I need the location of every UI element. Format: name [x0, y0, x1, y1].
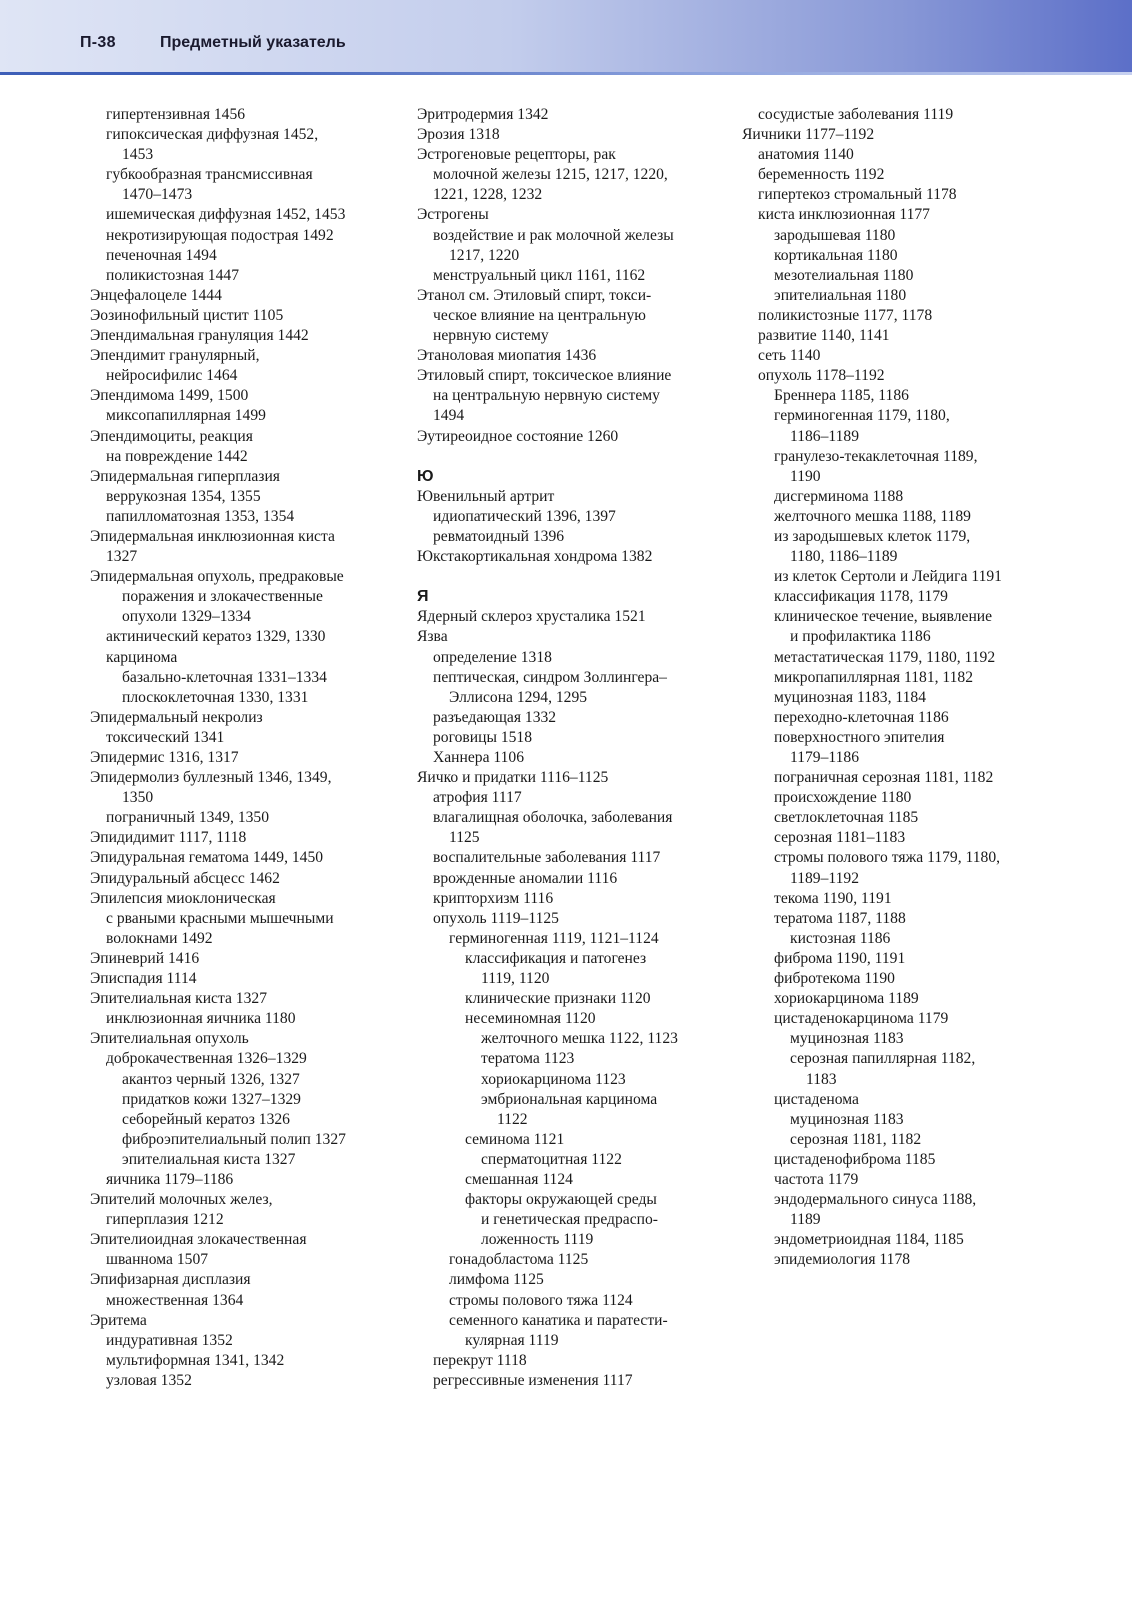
index-subterm: Эллисона 1294, 1295: [449, 688, 588, 706]
index-subterm: 1125: [449, 829, 480, 847]
index-subterm: карцинома: [106, 648, 178, 666]
index-subterm: придатков кожи 1327–1329: [122, 1090, 301, 1108]
index-term: Эпидуральная гематома 1449, 1450: [90, 849, 324, 867]
index-subterm: ревматоидный 1396: [433, 527, 565, 545]
index-subterm: тератома 1123: [481, 1050, 575, 1068]
index-term: Яичко и придатки 1116–1125: [417, 769, 609, 787]
index-subterm: несеминомная 1120: [465, 1010, 596, 1028]
index-term: Эпендимит гранулярный,: [90, 347, 260, 365]
index-subterm: беременность 1192: [758, 166, 885, 184]
index-term: Яичники 1177–1192: [742, 126, 875, 144]
section-gap: [417, 447, 733, 467]
index-subterm: акантоз черный 1326, 1327: [122, 1070, 300, 1088]
index-subterm: микропапиллярная 1181, 1182: [774, 668, 974, 686]
index-subterm: 1453: [122, 146, 154, 164]
index-subterm: стромы полового тяжа 1124: [449, 1291, 633, 1309]
index-term: Эпителиальная опухоль: [90, 1030, 249, 1048]
index-column-2: [417, 105, 733, 1391]
index-subterm: переходно-клеточная 1186: [774, 708, 949, 726]
index-subterm: крипторхизм 1116: [433, 889, 554, 907]
index-term: Эпендимоциты, реакция: [90, 427, 253, 445]
index-subterm: поликистозные 1177, 1178: [758, 306, 933, 324]
page-title: Предметный указатель: [160, 34, 346, 51]
index-subterm: развитие 1140, 1141: [758, 327, 890, 345]
index-subterm: губкообразная трансмиссивная: [106, 166, 313, 184]
index-subterm: муцинозная 1183: [790, 1110, 904, 1128]
index-subterm: 1494: [433, 407, 465, 425]
section-letter-heading: Ю: [417, 467, 434, 485]
index-term: Эозинофильный цистит 1105: [90, 306, 284, 324]
index-subterm: инклюзионная яичника 1180: [106, 1010, 296, 1028]
index-term: Эпидермальная гиперплазия: [90, 467, 280, 485]
index-subterm: нервную систему: [433, 327, 549, 345]
index-subterm: токсический 1341: [106, 728, 225, 746]
index-subterm: пограничная серозная 1181, 1182: [774, 769, 994, 787]
index-term: Этиловый спирт, токсическое влияние: [417, 367, 672, 385]
index-subterm: семенного канатика и паратести-: [449, 1311, 668, 1329]
index-subterm: кортикальная 1180: [774, 246, 898, 264]
index-subterm: эмбриональная карцинома: [481, 1090, 658, 1108]
index-subterm: опухоль 1119–1125: [433, 909, 559, 927]
index-subterm: цистаденокарцинома 1179: [774, 1010, 949, 1028]
index-column-3: [742, 105, 1072, 1270]
index-subterm: клинические признаки 1120: [465, 990, 651, 1008]
index-term: Эпилепсия миоклоническая: [90, 889, 276, 907]
index-subterm: эпителиальная киста 1327: [122, 1150, 296, 1168]
index-subterm: волокнами 1492: [106, 929, 213, 947]
index-subterm: семинома 1121: [465, 1130, 565, 1148]
index-subterm: гипертекоз стромальный 1178: [758, 186, 957, 204]
index-subterm: опухоль 1178–1192: [758, 367, 885, 385]
index-subterm: желточного мешка 1122, 1123: [481, 1030, 678, 1048]
index-term: Эпифизарная дисплазия: [90, 1271, 251, 1289]
index-subterm: эндометриоидная 1184, 1185: [774, 1231, 964, 1249]
index-subterm: классификация 1178, 1179: [774, 588, 948, 606]
index-subterm: фиброэпителиальный полип 1327: [122, 1130, 346, 1148]
index-term: Эритродермия 1342: [417, 106, 549, 123]
index-subterm: гиперплазия 1212: [106, 1211, 224, 1229]
index-term: Эстрогены: [417, 206, 489, 224]
index-subterm: стромы полового тяжа 1179, 1180,: [774, 849, 1001, 867]
index-subterm: поверхностного эпителия: [774, 728, 945, 746]
index-subterm: 1327: [106, 548, 138, 566]
index-subterm: муцинозная 1183, 1184: [774, 688, 927, 706]
index-subterm: серозная 1181, 1182: [790, 1130, 922, 1148]
index-subterm: и генетическая предраспо-: [481, 1211, 658, 1229]
index-subterm: актинический кератоз 1329, 1330: [106, 628, 326, 646]
index-term: Эписпадия 1114: [90, 970, 197, 988]
index-subterm: цистаденома: [774, 1090, 859, 1108]
index-subterm: фиброма 1190, 1191: [774, 949, 906, 967]
page-number: П-38: [80, 34, 116, 51]
index-term: Эстрогеновые рецепторы, рак: [417, 146, 616, 164]
index-subterm: шваннома 1507: [106, 1251, 209, 1269]
index-subterm: смешанная 1124: [465, 1170, 573, 1188]
index-term: Этанол см. Этиловый спирт, токси-: [417, 286, 652, 304]
header-rule: [0, 72, 1132, 75]
index-subterm: перекрут 1118: [433, 1351, 527, 1369]
index-subterm: папилломатозная 1353, 1354: [106, 507, 295, 525]
index-term: Эпителиальная киста 1327: [90, 990, 267, 1008]
index-subterm: из клеток Сертоли и Лейдига 1191: [774, 568, 1002, 586]
index-subterm: светлоклеточная 1185: [774, 809, 919, 827]
index-subterm: разъедающая 1332: [433, 708, 557, 726]
index-subterm: мезотелиальная 1180: [774, 266, 914, 284]
index-subterm: сперматоцитная 1122: [481, 1150, 622, 1168]
index-term: Этаноловая миопатия 1436: [417, 347, 597, 365]
index-subterm: на центральную нервную систему: [433, 387, 660, 405]
index-term: Эпидермальная опухоль, предраковые: [90, 568, 344, 586]
index-subterm: фибротекома 1190: [774, 970, 895, 988]
index-subterm: хориокарцинома 1189: [774, 990, 919, 1008]
index-subterm: цистаденофиброма 1185: [774, 1150, 936, 1168]
index-subterm: сеть 1140: [758, 347, 821, 365]
index-subterm: серозная 1181–1183: [774, 829, 906, 847]
index-subterm: эпителиальная 1180: [774, 286, 907, 304]
index-subterm: ческое влияние на центральную: [433, 306, 646, 324]
index-subterm: множественная 1364: [106, 1291, 244, 1309]
index-term: Ювенильный артрит: [417, 487, 555, 505]
index-subterm: гипоксическая диффузная 1452,: [106, 126, 319, 144]
index-term: Эпендимома 1499, 1500: [90, 387, 249, 405]
index-term: Эпендимальная грануляция 1442: [90, 327, 309, 345]
index-subterm: яичника 1179–1186: [106, 1170, 234, 1188]
index-subterm: метастатическая 1179, 1180, 1192: [774, 648, 996, 666]
index-term: Эпидидимит 1117, 1118: [90, 829, 247, 847]
index-subterm: 1122: [497, 1110, 528, 1128]
index-subterm: воспалительные заболевания 1117: [433, 849, 661, 867]
index-subterm: дисгерминома 1188: [774, 487, 904, 505]
index-term: Эпидермолиз буллезный 1346, 1349,: [90, 769, 332, 787]
index-subterm: 1183: [806, 1070, 837, 1088]
index-subterm: герминогенная 1179, 1180,: [774, 407, 950, 425]
index-subterm: кулярная 1119: [465, 1331, 559, 1349]
index-subterm: Ханнера 1106: [433, 749, 525, 766]
index-subterm: нейросифилис 1464: [106, 367, 238, 385]
index-subterm: атрофия 1117: [433, 789, 522, 807]
index-term: Эутиреоидное состояние 1260: [417, 427, 619, 445]
index-subterm: миксопапиллярная 1499: [106, 407, 266, 425]
index-subterm: идиопатический 1396, 1397: [433, 507, 616, 525]
index-term: Эпидермальная инклюзионная киста: [90, 527, 335, 545]
index-subterm: узловая 1352: [106, 1371, 192, 1389]
index-subterm: мультиформная 1341, 1342: [106, 1351, 285, 1369]
index-subterm: ишемическая диффузная 1452, 1453: [106, 206, 346, 224]
index-subterm: определение 1318: [433, 648, 552, 666]
index-subterm: доброкачественная 1326–1329: [106, 1050, 307, 1068]
index-subterm: гипертензивная 1456: [106, 106, 246, 123]
index-subterm: с рваными красными мышечными: [106, 909, 334, 927]
index-subterm: 1189–1192: [790, 869, 860, 887]
index-subterm: влагалищная оболочка, заболевания: [433, 809, 673, 827]
index-subterm: печеночная 1494: [106, 246, 217, 264]
index-term: Эритема: [90, 1311, 147, 1329]
index-subterm: 1179–1186: [790, 749, 860, 766]
index-subterm: анатомия 1140: [758, 146, 854, 164]
index-subterm: поражения и злокачественные: [122, 588, 323, 606]
index-subterm: плоскоклеточная 1330, 1331: [122, 688, 309, 706]
index-subterm: гонадобластома 1125: [449, 1251, 589, 1269]
index-subterm: факторы окружающей среды: [465, 1191, 657, 1209]
index-term: Ядерный склероз хрусталика 1521: [417, 608, 646, 626]
index-subterm: врожденные аномалии 1116: [433, 869, 618, 887]
index-subterm: 1180, 1186–1189: [790, 548, 898, 566]
index-subterm: 1350: [122, 789, 154, 807]
index-subterm: зародышевая 1180: [774, 226, 896, 244]
index-subterm: веррукозная 1354, 1355: [106, 487, 261, 505]
index-subterm: 1190: [790, 467, 821, 485]
index-subterm: классификация и патогенез: [465, 949, 647, 967]
index-subterm: ложенность 1119: [481, 1231, 594, 1249]
index-subterm: индуративная 1352: [106, 1331, 233, 1349]
index-subterm: кистозная 1186: [790, 929, 891, 947]
index-subterm: лимфома 1125: [449, 1271, 544, 1289]
index-term: Эпидермис 1316, 1317: [90, 749, 239, 766]
index-subterm: некротизирующая подострая 1492: [106, 226, 334, 244]
index-subterm: частота 1179: [774, 1170, 859, 1188]
index-column-1: [90, 105, 406, 1391]
index-subterm: сосудистые заболевания 1119: [758, 106, 954, 123]
index-term: Эпителий молочных желез,: [90, 1191, 273, 1209]
index-term: Эрозия 1318: [417, 126, 500, 144]
index-term: Энцефалоцеле 1444: [90, 286, 222, 304]
index-subterm: регрессивные изменения 1117: [433, 1371, 633, 1389]
index-subterm: опухоли 1329–1334: [122, 608, 251, 626]
index-subterm: желточного мешка 1188, 1189: [774, 507, 971, 525]
index-subterm: воздействие и рак молочной железы: [433, 226, 674, 244]
index-subterm: 1186–1189: [790, 427, 860, 445]
index-subterm: эндодермального синуса 1188,: [774, 1191, 977, 1209]
section-letter-heading: Я: [417, 588, 429, 606]
index-subterm: герминогенная 1119, 1121–1124: [449, 929, 659, 947]
index-subterm: пептическая, синдром Золлингера–: [433, 668, 667, 686]
index-subterm: 1470–1473: [122, 186, 193, 204]
index-term: Эпиневрий 1416: [90, 949, 200, 967]
index-term: Эпителиоидная злокачественная: [90, 1231, 307, 1249]
index-subterm: клиническое течение, выявление: [774, 608, 993, 626]
index-subterm: муцинозная 1183: [790, 1030, 904, 1048]
index-subterm: гранулезо-текаклеточная 1189,: [774, 447, 978, 465]
index-term: Эпидермальный некролиз: [90, 708, 263, 726]
section-gap: [417, 567, 733, 587]
index-subterm: эпидемиология 1178: [774, 1251, 911, 1269]
index-term: Эпидуральный абсцесс 1462: [90, 869, 280, 887]
index-subterm: и профилактика 1186: [790, 628, 931, 646]
index-subterm: пограничный 1349, 1350: [106, 809, 270, 827]
index-subterm: молочной железы 1215, 1217, 1220,: [433, 166, 668, 184]
index-subterm: поликистозная 1447: [106, 266, 239, 284]
index-subterm: 1189: [790, 1211, 821, 1229]
index-term: Юкстакортикальная хондрома 1382: [417, 548, 653, 566]
index-subterm: хориокарцинома 1123: [481, 1070, 626, 1088]
index-subterm: тератома 1187, 1188: [774, 909, 906, 927]
index-subterm: из зародышевых клеток 1179,: [774, 527, 971, 545]
index-subterm: Бреннера 1185, 1186: [774, 387, 909, 405]
index-subterm: на повреждение 1442: [106, 447, 248, 465]
index-subterm: себорейный кератоз 1326: [122, 1110, 290, 1128]
index-subterm: серозная папиллярная 1182,: [790, 1050, 976, 1068]
index-subterm: киста инклюзионная 1177: [758, 206, 930, 224]
index-term: Язва: [417, 628, 448, 646]
index-subterm: 1119, 1120: [481, 970, 550, 988]
index-subterm: текома 1190, 1191: [774, 889, 892, 907]
index-subterm: роговицы 1518: [433, 728, 533, 746]
index-subterm: 1221, 1228, 1232: [433, 186, 543, 204]
index-subterm: базально-клеточная 1331–1334: [122, 668, 327, 686]
index-subterm: менструальный цикл 1161, 1162: [433, 266, 646, 284]
index-subterm: 1217, 1220: [449, 246, 520, 264]
index-subterm: происхождение 1180: [774, 789, 912, 807]
